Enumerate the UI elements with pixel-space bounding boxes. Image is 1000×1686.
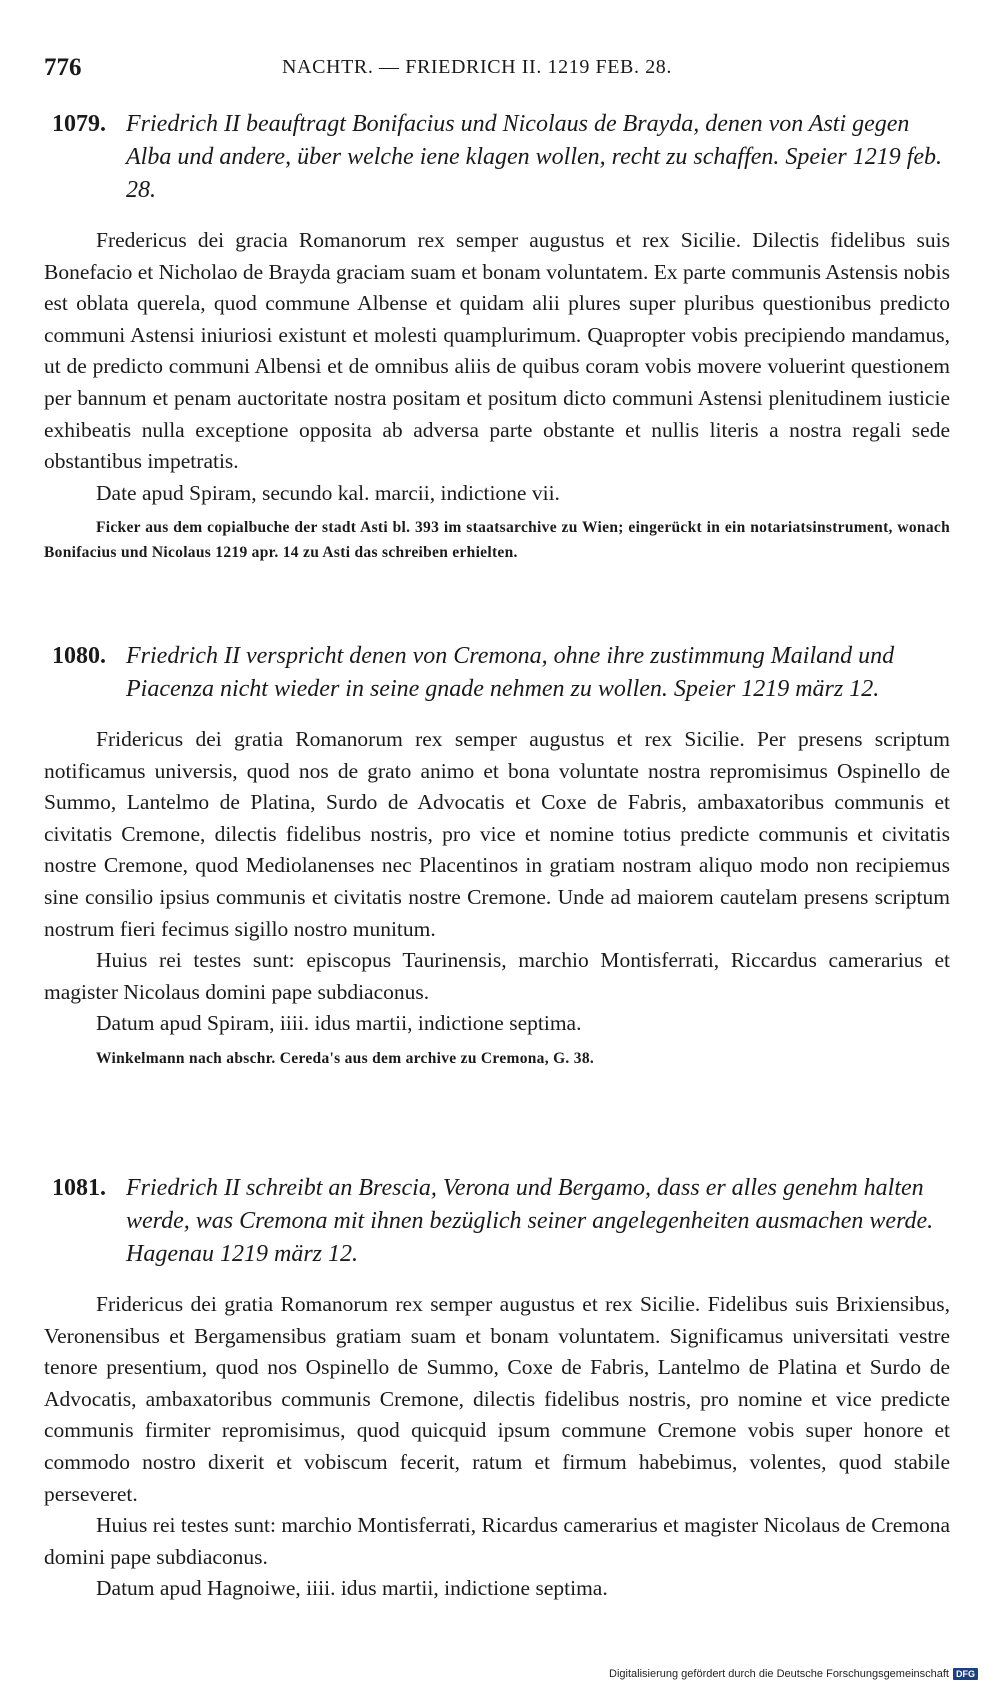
running-head: NACHTR. — FRIEDRICH II. 1219 FEB. 28. <box>282 56 672 78</box>
entry-regest: Friedrich II beauftragt Bonifacius und Nicolaus de Brayda, denen von Asti gegen Alba und andere, über welche iene klagen wollen, recht zu schaffen. Speier 1219 feb. 28. <box>126 111 943 203</box>
entry-number: 1079. <box>52 111 106 137</box>
document-paragraph: Fredericus dei gracia Romanorum rex semper augustus et rex Sicilie. Dilectis fidelibus suis Bonefacio et Nicholao de Brayda graciam suam et bonam voluntatem. Ex parte communis Astensis nobis est oblata querela, quod commune Albense et quidam alii plures super pluribus questionibus predicto communi Astensi iniuriosi existunt et molesti quamplurimum. Quapropter vobis precipiendo mandamus, ut de predicto communi Albensi et de omnibus aliis de quibus coram vobis movere voluerint questionem per bannum et penam auctoritate nostra positam et positum dicto communi Astensi plenitudinem iusticie exhibeatis nulla exceptione opposita ab adversa parte obstante et nullis literis a nostra regali sede obstantibus impetratis. <box>44 228 950 474</box>
dating-clause: Datum apud Spiram, iiii. idus martii, indictione septima. <box>96 1011 582 1036</box>
entry-number: 1081. <box>52 1175 106 1201</box>
entry-1080 <box>44 640 950 1071</box>
entry-1079 <box>44 108 950 565</box>
entry-heading <box>44 108 950 207</box>
entry-regest: Friedrich II verspricht denen von Cremona, ohne ihre zustimmung Mailand und Piacenza nicht wieder in seine gnade nehmen zu wollen. Speier 1219 märz 12. <box>126 643 895 702</box>
entry-number: 1080. <box>52 643 106 669</box>
dfg-logo: DFG <box>953 1668 978 1680</box>
page-number: 776 <box>44 54 82 81</box>
source-note: Ficker aus dem copialbuche der stadt Asti bl. 393 im staatsarchive zu Wien; eingerückt in ein notariatsinstrument, wonach Bonifacius und Nicolaus 1219 apr. 14 zu Asti das schreiben erhielten. <box>44 519 950 562</box>
entry-heading <box>44 640 950 706</box>
dating-clause: Date apud Spiram, secundo kal. marcii, indictione vii. <box>96 480 560 505</box>
footer-text: Digitalisierung gefördert durch die Deutsche Forschungsgemeinschaft <box>609 1668 949 1680</box>
source-note: Winkelmann nach abschr. Cereda's aus dem archive zu Cremona, G. 38. <box>96 1049 595 1067</box>
entry-regest: Friedrich II schreibt an Brescia, Verona und Bergamo, dass er alles genehm halten werde, was Cremona mit ihnen bezüglich seiner angelegenheiten ausmachen werde. Hagenau 1219 märz 12. <box>126 1175 934 1267</box>
entry-1081 <box>44 1172 950 1605</box>
document-paragraph: Fridericus dei gratia Romanorum rex semper augustus et rex Sicilie. Fidelibus suis Brixiensibus, Veronensibus et Bergamensibus gratiam suam et bonam voluntatem. Significamus universitati vestre tenore presentium, quod nos Ospinello de Summo, Coxe de Fabris, Lantelmo de Platina et Surdo de Advocatis, ambaxatoribus communis Cremone, dilectis fidelibus nostris, pro nomine et vice predicte communis firmiter repromisimus, quod quicquid ipsum commune Cremone vobis super honore et commodo nostro dixerit et vobiscum fecerit, ratum et firmum habebimus, volentes, quod stabile perseveret. <box>44 1292 950 1506</box>
document-paragraph: Fridericus dei gratia Romanorum rex semper augustus et rex Sicilie. Per presens scriptum notificamus universis, quod nos de grato animo et bona voluntate nostra repromisimus Ospinello de Summo, Lantelmo de Platina, Surdo de Advocatis et Coxe de Fabris, ambaxatoribus communis et civitatis Cremone, dilectis fidelibus nostris, pro vice et nomine totius predicte communis et civitatis nostre Cremone, quod Mediolanenses nec Placentinos in gratiam nostram aliquo modo non recipiemus sine consilio ipsius communis et civitatis nostre Cremone. Unde ad maiorem cautelam presens scriptum nostrum fieri fecimus sigillo nostro munitum. <box>44 727 950 941</box>
page-header <box>44 54 944 84</box>
dating-clause: Datum apud Hagnoiwe, iiii. idus martii, indictione septima. <box>96 1576 608 1601</box>
witness-list: Huius rei testes sunt: episcopus Taurinensis, marchio Montisferrati, Riccardus camerarius et magister Nicolaus domini pape subdiaconus. <box>44 948 950 1004</box>
witness-list: Huius rei testes sunt: marchio Montisferrati, Ricardus camerarius et magister Nicolaus de Cremona domini pape subdiaconus. <box>44 1513 950 1569</box>
digitization-footer <box>609 1668 978 1680</box>
entry-heading <box>44 1172 950 1271</box>
